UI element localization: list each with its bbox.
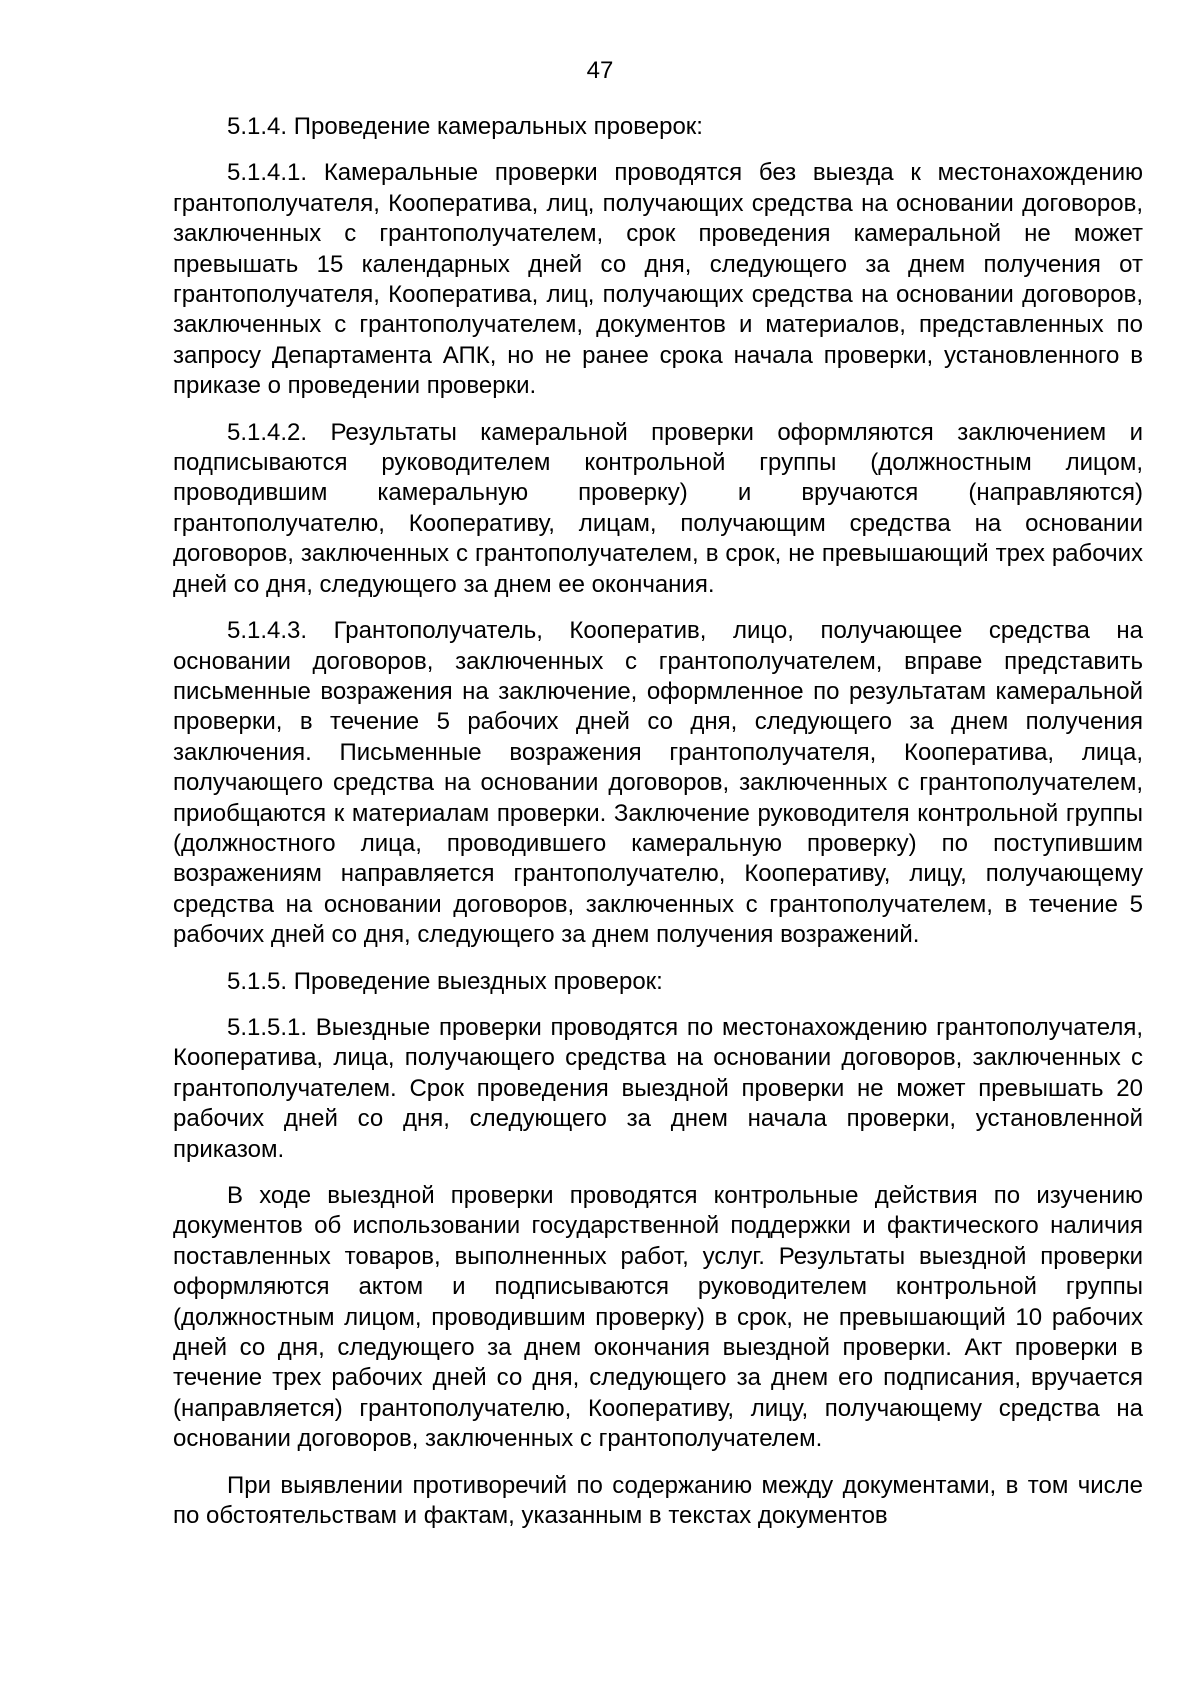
page-number: 47 (586, 57, 614, 84)
paragraph-5-1-4-3: 5.1.4.3. Грантополучатель, Кооператив, лицо, получающее средства на основании договоров, заключенных с грантополучателем, вправе представить письменные возражения на заключение, оформленное по результатам камеральной проверки, в течение 5 рабочих дней со дня, следующего за днем получения заключения. Письменные возражения грантополучателя, Кооператива, лица, получающего средства на основании договоров, заключенных с грантополучателем, приобщаются к материалам проверки. Заключение руководителя контрольной группы (должностного лица, проводившего камеральную проверку) по поступившим возражениям направляется грантополучателю, Кооперативу, лицу, получающему средства на основании договоров, заключенных с грантополучателем, в течение 5 рабочих дней со дня, следующего за днем получения возражений. (173, 617, 1143, 949)
paragraph-field-inspection-actions: В ходе выездной проверки проводятся контрольные действия по изучению документов об использовании государственной поддержки и фактического наличия поставленных товаров, выполненных работ, услуг. Результаты выездной проверки оформляются актом и подписываются руководителем контрольной группы (должностным лицом, проводившим проверку) в срок, не превышающий 10 рабочих дней со дня, следующего за днем окончания выездной проверки. Акт проверки в течение трех рабочих дней со дня, следующего за днем его подписания, вручается (направляется) грантополучателю, Кооперативу, лицу, получающему средства на основании договоров, заключенных с грантополучателем. (173, 1182, 1143, 1453)
document-body (173, 112, 1143, 1547)
paragraph-5-1-5-1: 5.1.5.1. Выездные проверки проводятся по местонахождению грантополучателя, Кооператива, лица, получающего средства на основании договоров, заключенных с грантополучателем. Срок проведения выездной проверки не может превышать 20 рабочих дней со дня, следующего за днем начала проверки, установленной приказом. (173, 1013, 1143, 1163)
paragraph-5-1-4-1: 5.1.4.1. Камеральные проверки проводятся без выезда к местонахождению грантополучателя, Кооператива, лиц, получающих средства на основании договоров, заключенных с грантополучателем, срок проведения камеральной не может превышать 15 календарных дней со дня, следующего за днем получения от грантополучателя, Кооператива, лиц, получающих средства на основании договоров, заключенных с грантополучателем, документов и материалов, представленных по запросу Департамента АПК, но не ранее срока начала проверки, установленного в приказе о проведении проверки. (173, 159, 1143, 400)
paragraph-heading-5-1-5: 5.1.5. Проведение выездных проверок: (227, 967, 663, 995)
paragraph-5-1-4-2: 5.1.4.2. Результаты камеральной проверки оформляются заключением и подписываются руководителем контрольной группы (должностным лицом, проводившим камеральную проверку) и вручаются (направляются) грантополучателю, Кооперативу, лицам, получающим средства на основании договоров, заключенных с грантополучателем, в срок, не превышающий трех рабочих дней со дня, следующего за днем ее окончания. (173, 418, 1143, 598)
paragraph-contradictions: При выявлении противоречий по содержанию между документами, в том числе по обстоятельствам и фактам, указанным в текстах документов (173, 1471, 1143, 1530)
paragraph-heading-5-1-4: 5.1.4. Проведение камеральных проверок: (227, 113, 703, 140)
